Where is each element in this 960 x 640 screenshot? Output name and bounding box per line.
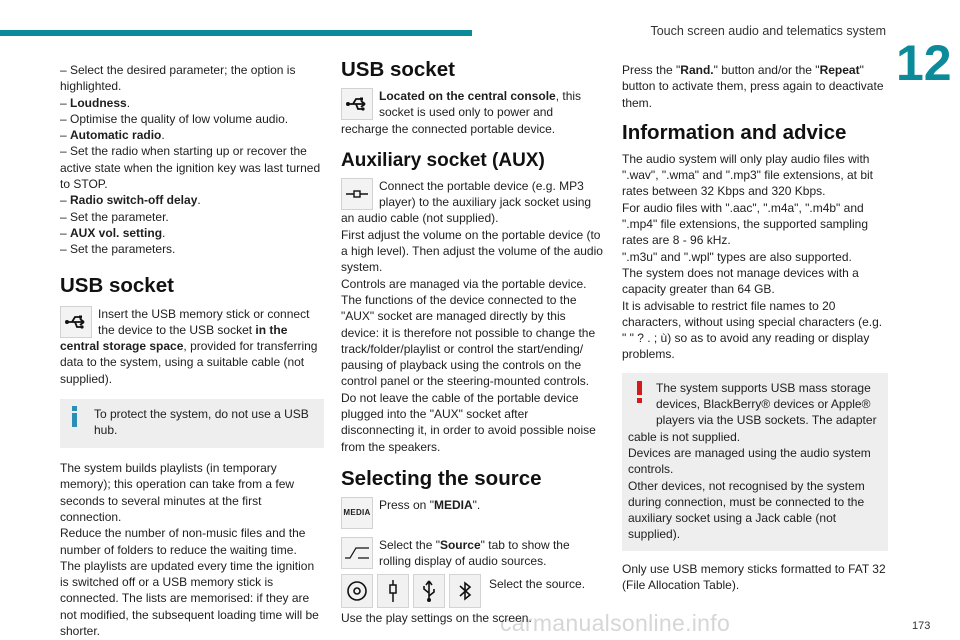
warning-icon bbox=[628, 380, 652, 414]
info-note bbox=[60, 399, 324, 448]
column-1 bbox=[60, 62, 324, 639]
reduce-text: Reduce the number of non-music files and the number of folders to reduce the waiting time. bbox=[60, 526, 306, 557]
aux-text-2: First adjust the volume on the portable device (to a high level). Then adjust the volume of the audio system. bbox=[341, 227, 603, 275]
warning-note bbox=[622, 373, 888, 551]
rand-repeat-text: Press the "Rand." button and/or the "Repeat" button to activate them, press again to deactivate them. bbox=[622, 63, 884, 110]
playlist-text: The system builds playlists (in temporary memory); this operation can take from a few seconds to several minutes at the first connection. bbox=[60, 461, 295, 524]
updated-text: The playlists are updated every time the ignition is switched off or a USB memory stick is connected. The lists are memorised: if they are not modified, the subsequent loading time will be shorter. bbox=[60, 558, 319, 639]
disc-icon bbox=[341, 574, 373, 608]
info-text-3: ".m3u" and ".wpl" types are also supported. bbox=[622, 249, 852, 264]
info-text-2: For audio files with ".aac", ".m4a", ".m4b" and ".mp4" file extensions, the supported sampling rates are 8 - 96 kHz. bbox=[622, 200, 868, 248]
page-header-title: Touch screen audio and telematics system bbox=[650, 24, 886, 38]
aux-text-5: Do not leave the cable of the portable device plugged into the "AUX" socket after disconnecting it, in order to avoid possible noise from the speakers. bbox=[341, 390, 596, 454]
aux-plug-icon bbox=[377, 574, 409, 608]
list-item: – Set the parameters. bbox=[60, 242, 176, 257]
header-accent-bar bbox=[0, 30, 472, 36]
list-item: – Radio switch-off delay. bbox=[60, 193, 201, 208]
column-2 bbox=[341, 58, 603, 626]
usb-icon bbox=[60, 306, 92, 338]
source-heading: Selecting the source bbox=[341, 466, 542, 490]
info-text-4: The system does not manage devices with a capacity greater than 64 GB. bbox=[622, 265, 859, 297]
source-tab-icon bbox=[341, 537, 373, 569]
info-heading: Information and advice bbox=[622, 120, 847, 144]
list-item: – AUX vol. setting. bbox=[60, 225, 166, 240]
watermark: carmanualsonline.info bbox=[500, 610, 731, 636]
list-item: – Select the desired parameter; the option is highlighted. bbox=[60, 63, 296, 94]
media-button-icon: MEDIA bbox=[341, 497, 373, 529]
press-media-text: Press on "MEDIA". bbox=[379, 497, 481, 512]
source-tab-text: Select the "Source" tab to show the rolling display of audio sources. bbox=[379, 537, 570, 569]
usb-icon bbox=[341, 88, 373, 120]
info-text-5: It is advisable to restrict file names to 20 characters, without using special characters (e.g. " " ? . ; ù) so as to avoid any reading or display problems. bbox=[622, 298, 883, 362]
select-source-text: Select the source. bbox=[489, 576, 586, 591]
aux-text-1: Connect the portable device (e.g. MP3 player) to the auxiliary jack socket using an audio cable (not supplied). bbox=[341, 178, 592, 226]
usb-text: Insert the USB memory stick or connect the device to the USB socket in the central storage space, provided for transferring data to the system, using a suitable cable (not supplied). bbox=[60, 306, 318, 386]
aux-text-3: Controls are managed via the portable device. bbox=[341, 276, 587, 291]
aux-jack-icon bbox=[341, 178, 373, 210]
info-text-1: The audio system will only play audio files with ".wav", ".wma" and ".mp3" file extensions, at bit rates between 32 Kbps and 320 Kbps. bbox=[622, 151, 873, 199]
usb-console-text: Located on the central console, this socket is used only to power and recharge the connected portable device. bbox=[341, 89, 582, 136]
chapter-number: 12 bbox=[896, 35, 952, 91]
list-item: – Automatic radio. bbox=[60, 128, 165, 143]
list-item: – Set the parameter. bbox=[60, 209, 169, 224]
list-item: – Loudness. bbox=[60, 95, 131, 110]
list-item: – Optimise the quality of low volume audio. bbox=[60, 111, 289, 126]
column-3 bbox=[622, 62, 888, 593]
page-number: 173 bbox=[912, 620, 931, 632]
usb-heading: USB socket bbox=[60, 273, 174, 297]
bluetooth-icon bbox=[449, 574, 481, 608]
list-item: – Set the radio when starting up or recover the active state when the ignition key was last turned to STOP. bbox=[60, 144, 321, 192]
info-icon bbox=[66, 406, 90, 440]
aux-text-4: The functions of the device connected to the "AUX" socket are managed directly by this device: it is therefore not possible to change the track/folder/playlist or control the start/ending/ pausing of playback using the controls on the control panel or the steering-mounted controls. bbox=[341, 292, 596, 389]
source-icons-row bbox=[341, 574, 603, 608]
warning-text-2: Devices are managed using the audio system controls. bbox=[628, 445, 871, 477]
usb-source-icon bbox=[413, 574, 445, 608]
usb-heading-2: USB socket bbox=[341, 58, 455, 81]
warning-text-1: The system supports USB mass storage devices, BlackBerry® devices or Apple® players via the USB sockets. The adapter cable is not supplied. bbox=[628, 380, 877, 444]
play-settings-text: Use the play settings on the screen. bbox=[341, 610, 532, 625]
aux-heading: Auxiliary socket (AUX) bbox=[341, 149, 545, 171]
info-note-text: To protect the system, do not use a USB hub. bbox=[94, 407, 309, 438]
fat32-text: Only use USB memory sticks formatted to FAT 32 (File Allocation Table). bbox=[622, 561, 886, 593]
warning-text-3: Other devices, not recognised by the system during connection, must be connected to the auxiliary socket using a Jack cable (not supplied). bbox=[628, 478, 865, 542]
